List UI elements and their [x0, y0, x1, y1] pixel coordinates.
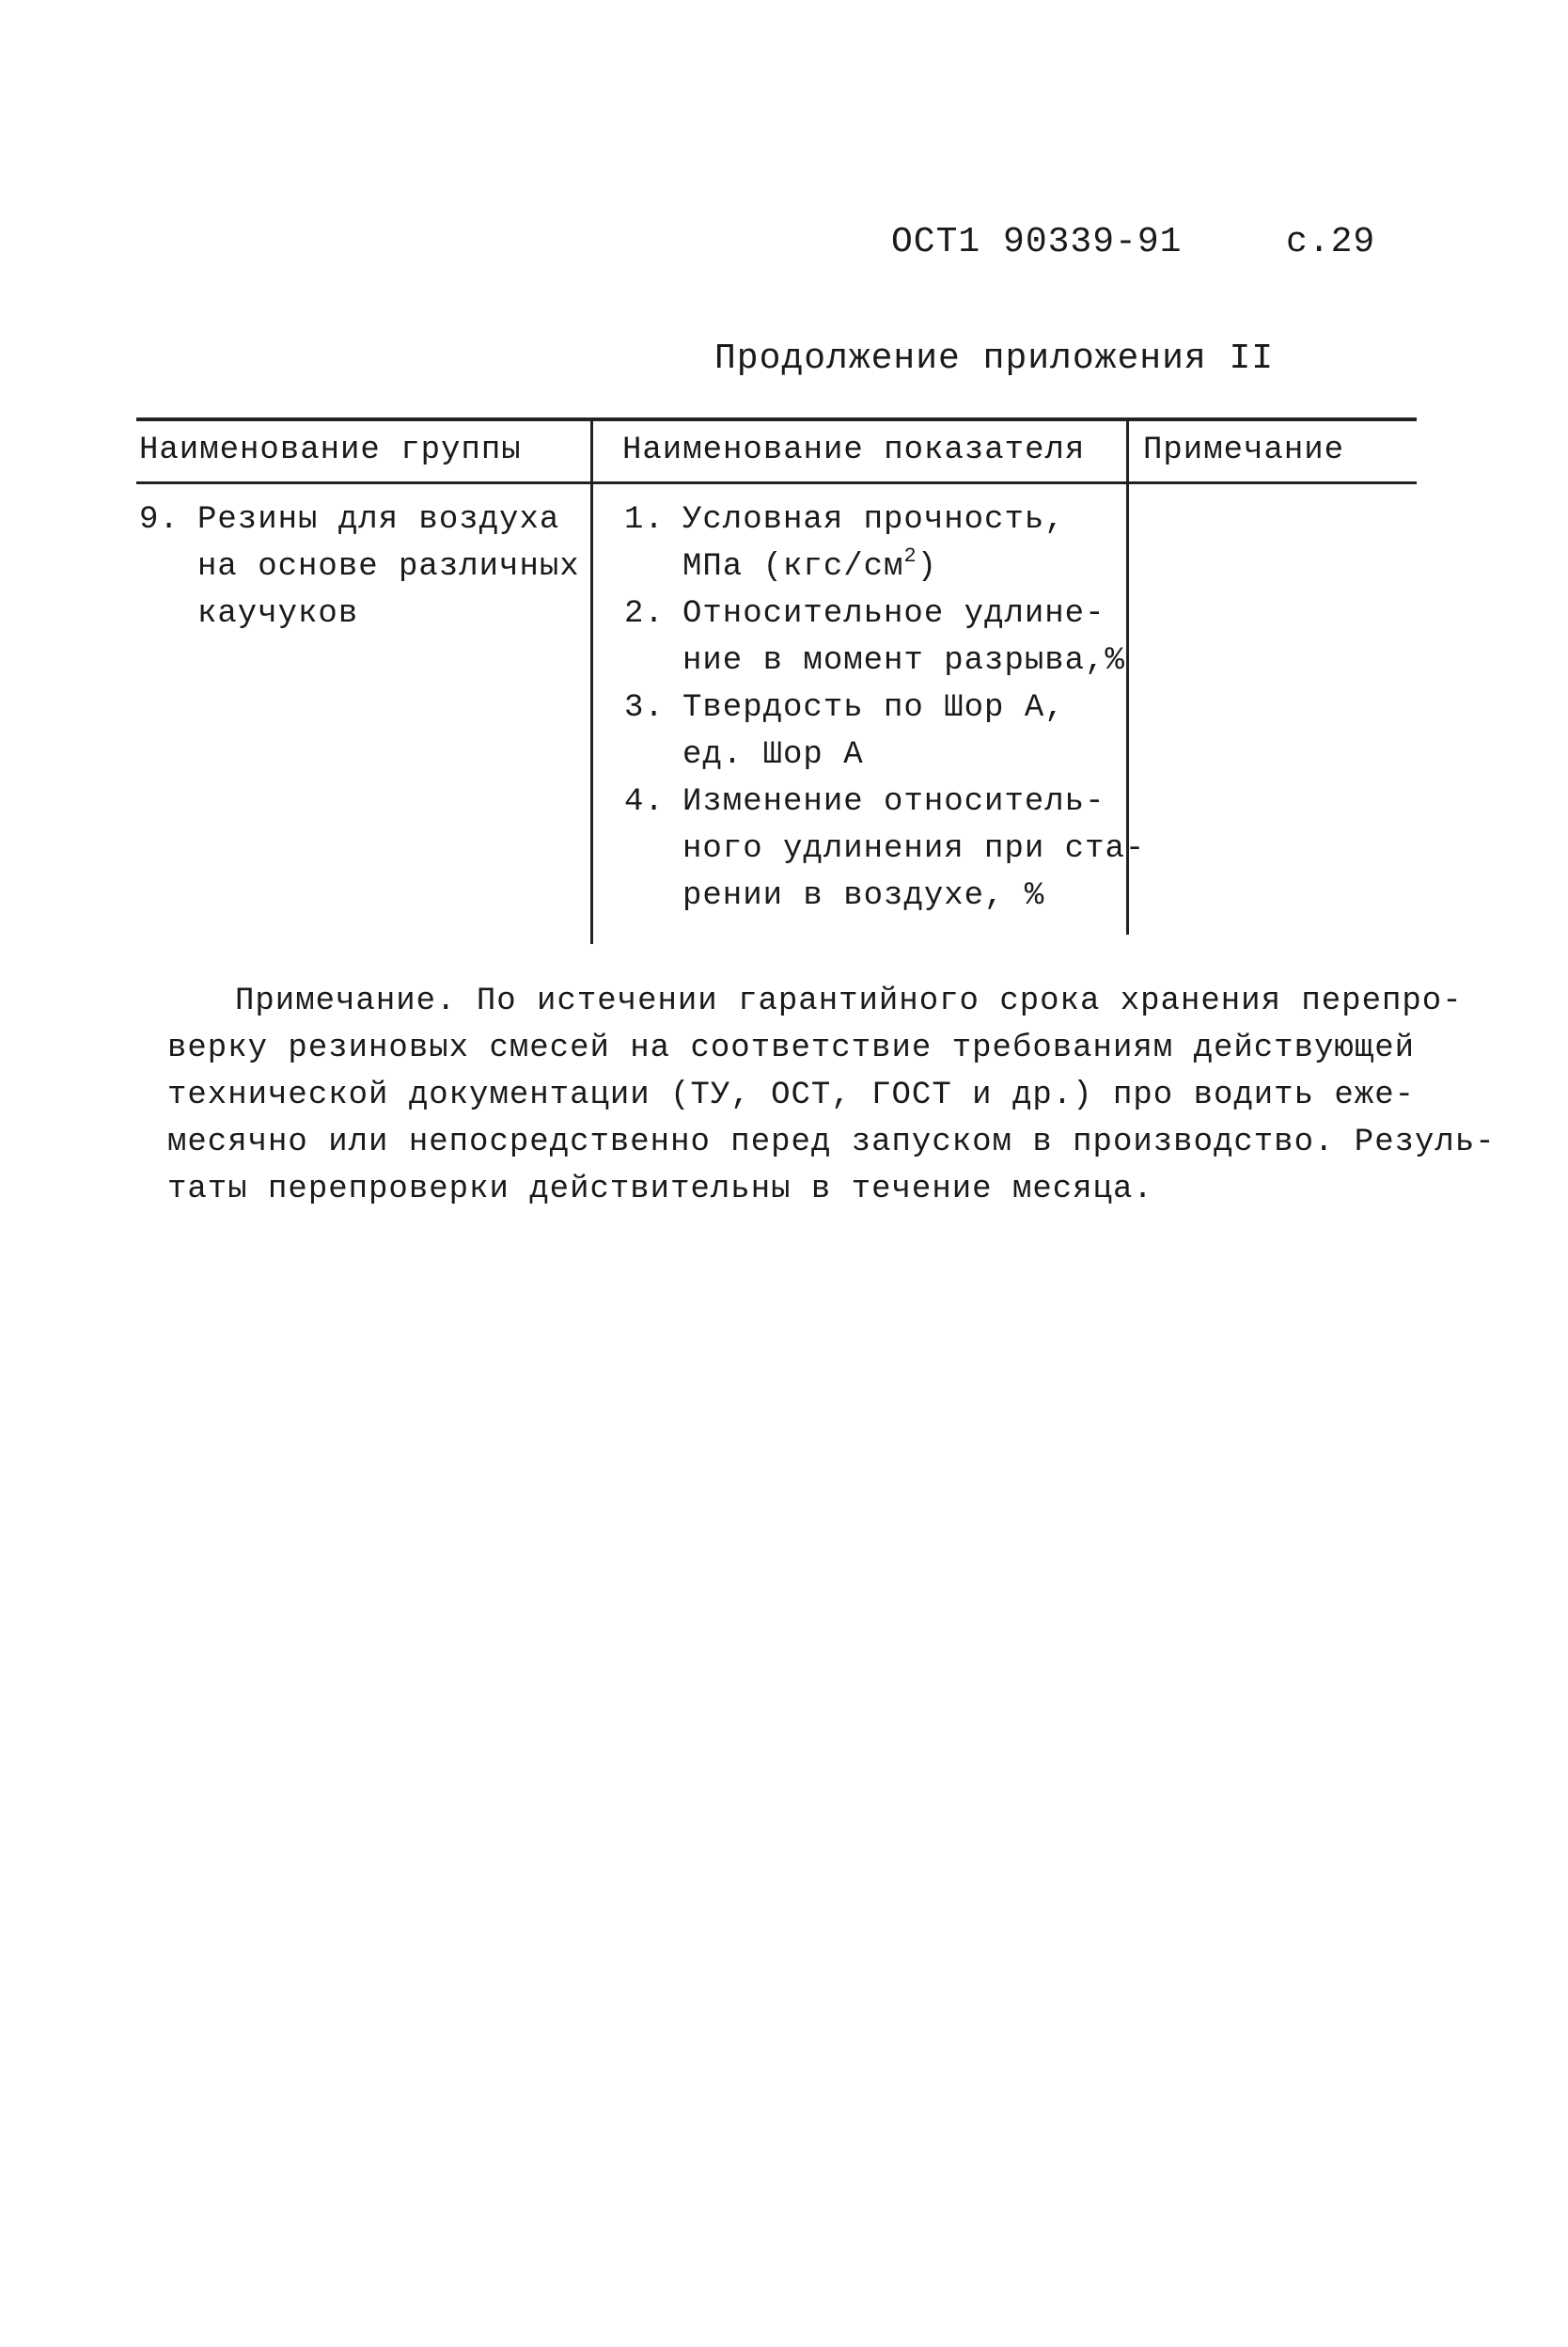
continuation-title: Продолжение приложения II: [714, 339, 1275, 379]
header-note: Примечание: [1143, 433, 1345, 468]
group-line-2: на основе различных: [197, 549, 580, 585]
note-line-2: верку резиновых смесей на соответствие требованиям действующей: [167, 1031, 1416, 1066]
indicator-item-2: 2. Относительное удлине- ние в момент разрыва,%: [624, 596, 1125, 679]
note-paragraph: [167, 978, 1496, 1213]
group-line-1: 9. Резины для воздуха: [139, 502, 560, 538]
indicator-cell: [624, 496, 1145, 920]
table-header-rule: [136, 481, 1417, 484]
header-indicator-name: Наименование показателя: [622, 433, 1086, 468]
note-line-5: таты перепроверки действительны в течение месяца.: [167, 1172, 1153, 1207]
note-line-1: Примечание. По истечении гарантийного срока хранения перепро-: [235, 984, 1463, 1019]
column-divider-1: [590, 419, 593, 944]
table-top-rule: [136, 417, 1417, 421]
superscript-2: 2: [903, 544, 917, 568]
page-number: с.29: [1286, 222, 1376, 262]
note-line-4: месячно или непосредственно перед запуском в производство. Резуль-: [167, 1125, 1496, 1160]
note-line-3: технической документации (ТУ, ОСТ, ГОСТ и др.) про водить еже-: [167, 1078, 1416, 1113]
indicator-item-4: 4. Изменение относитель- ного удлинения при ста- рении в воздухе, %: [624, 784, 1146, 914]
group-cell: [139, 496, 580, 638]
header-group-name: Наименование группы: [139, 433, 522, 468]
doc-code: ОСТ1 90339-91: [891, 222, 1183, 262]
group-line-3: каучуков: [197, 596, 359, 632]
indicator-item-1: 1. Условная прочность, МПа $(кгс/см^2)$: [624, 502, 1065, 585]
indicator-item-3: 3. Твердость по Шор А, ед. Шор А: [624, 690, 1065, 773]
